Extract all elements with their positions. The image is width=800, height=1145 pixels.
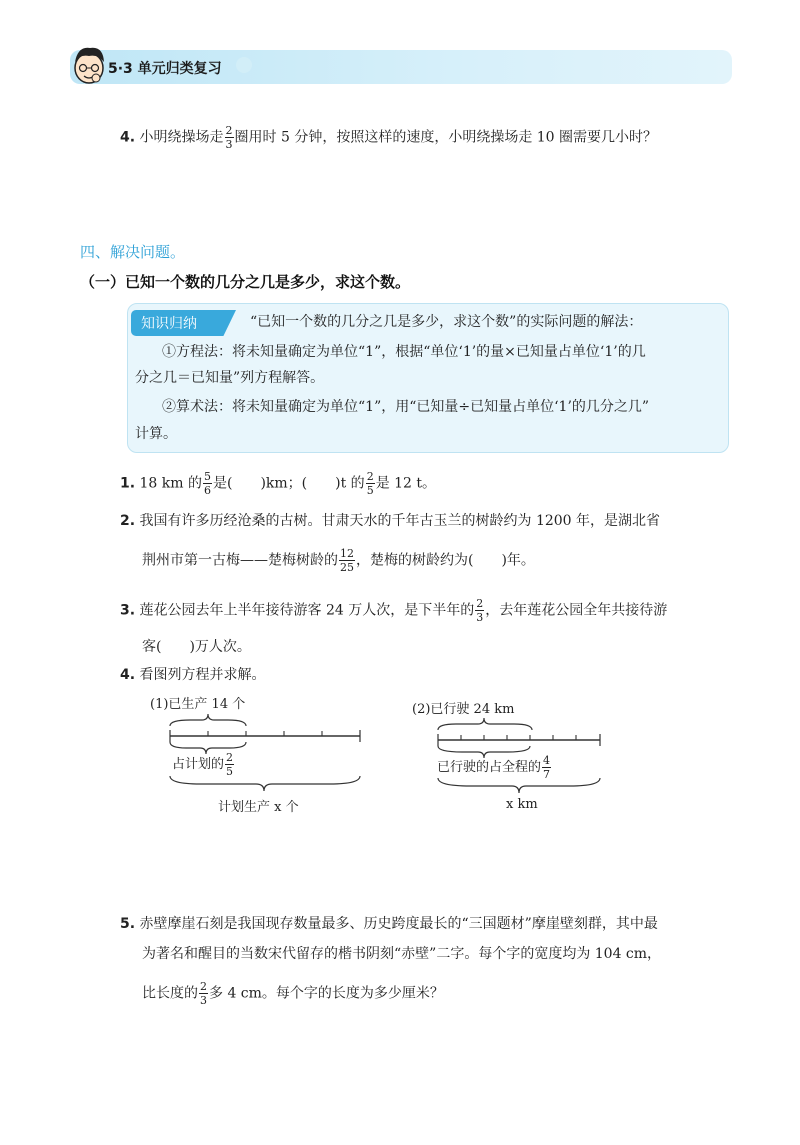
knowledge-line-2: ①方程法：将未知量确定为单位“1”，根据“单位‘1’的量×已知量占单位‘1’的几 [162,344,646,360]
subsection-title: （一）已知一个数的几分之几是多少，求这个数。 [80,273,411,291]
knowledge-line-5: 计算。 [135,426,177,442]
question-5-line-2: 为著名和醒目的当数宋代留存的楷书阴刻“赤壁”二字。每个字的宽度均为 104 cm， [142,946,662,962]
question-3-line-1: 3. 莲花公园去年上半年接待游客 24 万人次，是下半年的 $\frac{2}{3}$ ，去年莲花公园全年共接待游 [120,597,668,624]
diagram-1-bottom-label: 计划生产 x 个 [218,800,299,815]
question-3-line-2: 客( )万人次。 [142,639,251,655]
question-5-line-3: 比长度的 $\frac{2}{3}$ 多 4 cm。每个字的长度为多少厘米？ [142,980,444,1007]
knowledge-line-4: ②算术法：将未知量确定为单位“1”，用“已知量÷已知量占单位‘1’的几分之几” [162,399,650,415]
knowledge-line-3: 分之几＝已知量”列方程解答。 [135,370,325,386]
cartoon-boy-icon [70,40,108,88]
section-title: 四、解决问题。 [80,243,186,261]
knowledge-tag-label: 知识归纳 [141,316,197,332]
question-1: 1. 18 km 的 $\frac{5}{6}$ 是( )km；( )t 的 $\frac{2}{5}$ 是 12 t。 [120,470,437,497]
diagram-1-top-label: (1)已生产 14 个 [150,697,246,712]
diagram-2-top-label: (2)已行驶 24 km [412,702,515,717]
question-5-line-1: 5. 赤壁摩崖石刻是我国现存数量最多、历史跨度最长的“三国题材”摩崖壁刻群，其中最 [120,916,658,932]
diagram-2-mid-label: 已行驶的占全程的 $\frac{4}{7}$ [437,754,551,781]
diagram-2-bottom-label: x km [506,797,538,812]
top-question-4: 4. 小明绕操场走 $\frac{2}{3}$ 圈用时 5 分钟，按照这样的速度，小明绕操场走 10 圈需要几小时？ [120,124,658,151]
knowledge-line-1: “已知一个数的几分之几是多少，求这个数”的实际问题的解法： [250,314,643,330]
diagram-1-mid-label: 占计划的 $\frac{2}{5}$ [172,751,234,778]
header-title: 5·3 单元归类复习 [108,61,222,77]
question-2-line-1: 2. 我国有许多历经沧桑的古树。甘肃天水的千年古玉兰的树龄约为 1200 年，是湖北省 [120,513,661,529]
header-decoration [236,57,252,73]
question-2-line-2: 荆州市第一古梅——楚梅树龄的 $\frac{12}{25}$ ，楚梅的树龄约为( )年。 [142,547,535,574]
question-4: 4. 看图列方程并求解。 [120,667,266,683]
